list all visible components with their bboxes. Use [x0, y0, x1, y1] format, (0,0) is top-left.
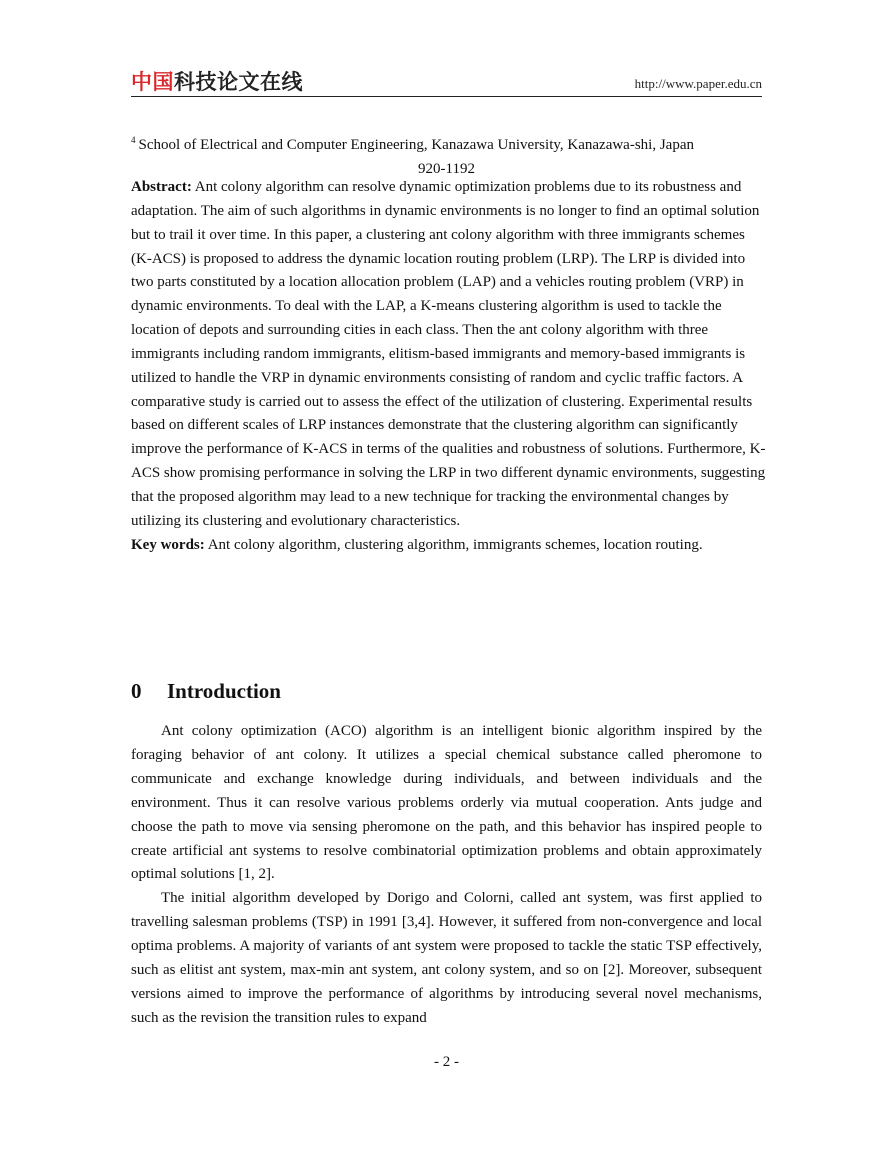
header-url: http://www.paper.edu.cn — [634, 76, 762, 91]
logo-black-text: 科技论文在线 — [174, 70, 303, 94]
section-title: Introduction — [167, 679, 281, 703]
introduction-body — [131, 720, 762, 1031]
abstract-block — [131, 176, 766, 558]
keywords-text: Ant colony algorithm, clustering algorithm, immigrants schemes, location routing. — [207, 536, 703, 553]
section-heading — [131, 676, 281, 706]
section-number: 0 — [131, 679, 142, 703]
page-number: - 2 - — [434, 1054, 459, 1070]
affiliation-line-2: 920-1192 — [418, 161, 475, 177]
paper-page — [131, 0, 766, 1155]
abstract — [131, 176, 766, 534]
abstract-label: Abstract: — [131, 179, 192, 195]
logo-red-text: 中国 — [131, 70, 174, 94]
paragraph: The initial algorithm developed by Dorigo and Colorni, called ant system, was first applied to travelling salesman problems (TSP) in 1991 [3,4]. However, it suffered from non-convergence and local optima problems. A majority of variants of ant system were proposed to tackle the static TSP effectively, such as elitist ant system, max-min ant system, ant colony system, and so on [2]. Moreover, subsequent versions aimed to improve the performance of algorithms by introducing several novel mechanisms, such as the revision the transition rules to expand — [131, 890, 762, 1026]
abstract-text: Ant colony algorithm can resolve dynamic optimization problems due to its robustness and adaptation. The aim of such algorithms in dynamic environments is no longer to find an optimal solution but to trail it over time. In this paper, a clustering ant colony algorithm with three immigrants schemes (K-ACS) is proposed to address the dynamic location routing problem (LRP). The LRP is divided into two parts constituted by a location allocation problem (LAP) and a vehicles routing problem (VRP) in dynamic environments. To deal with the LAP, a K-means clustering algorithm is used to tackle the location of depots and surrounding cities in each class. Then the ant colony algorithm with three immigrants including random immigrants, elitism-based immigrants and memory-based immigrants is utilized to handle the VRP in dynamic environments consisting of random and cyclic traffic factors. A comparative study is carried out to assess the effect of the utilization of clustering. Experimental results based on different scales of LRP instances demonstrate that the clustering algorithm can significantly improve the performance of K-ACS in terms of the qualities and robustness of solutions. Furthermore, K-ACS show promising performance in solving the LRP in two different dynamic environments, suggesting that the proposed algorithm may lead to a new technique for tracking the environmental changes by utilizing its clustering and evolutionary characteristics. — [131, 179, 766, 529]
keywords — [131, 534, 766, 558]
page-header — [131, 66, 762, 97]
affiliation-line-1: School of Electrical and Computer Engineering, Kanazawa University, Kanazawa-shi, Japan — [138, 137, 694, 153]
keywords-label: Key words: — [131, 536, 205, 553]
affiliation — [131, 128, 762, 181]
site-logo — [131, 70, 303, 94]
paragraph: Ant colony optimization (ACO) algorithm is an intelligent bionic algorithm inspired by the foraging behavior of ant colony. It utilizes a special chemical substance called pheromone to communicate and exchange knowledge during individuals, and between individuals and the environment. Thus it can resolve various problems orderly via mutual cooperation. Ants judge and choose the path to move via sensing pheromone on the path, and this behavior has inspired people to create artificial ant systems to resolve combinatorial optimization problems and obtain approximately optimal solutions [1, 2]. — [131, 723, 762, 883]
affiliation-marker: 4 — [131, 135, 136, 145]
